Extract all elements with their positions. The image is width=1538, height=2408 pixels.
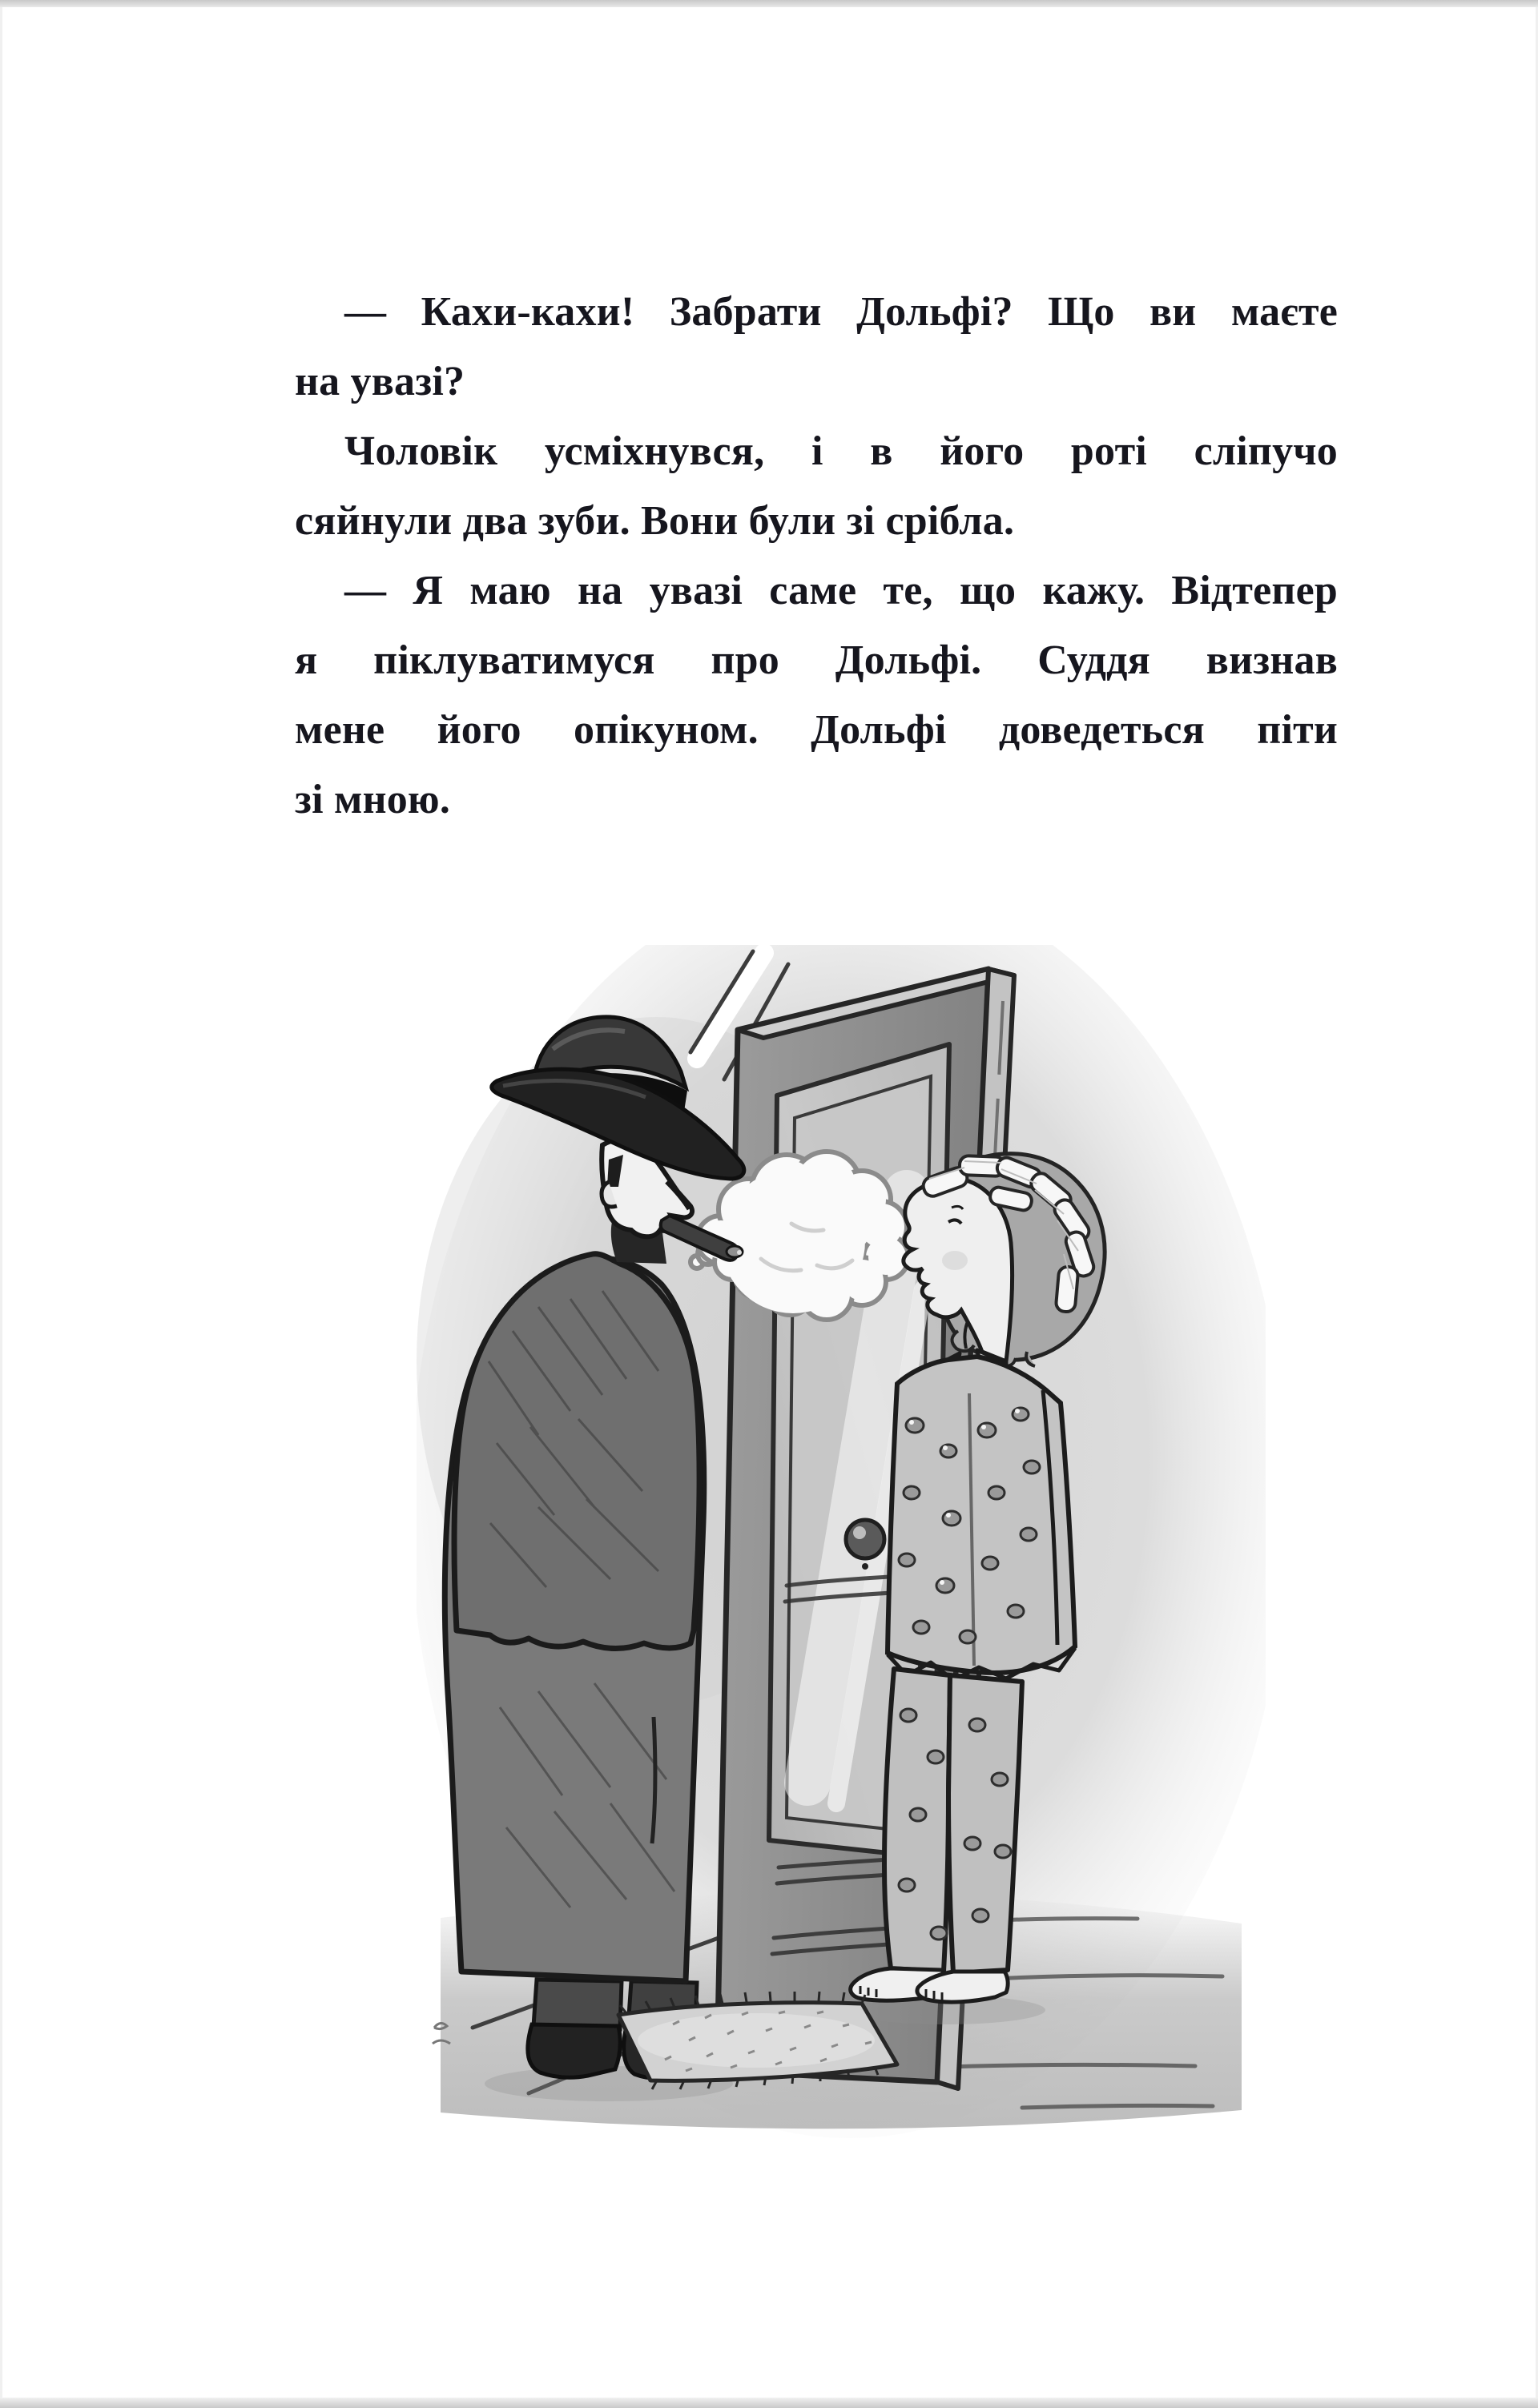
page-edge-bottom [0,2398,1538,2408]
woman-blush [942,1251,968,1270]
story-text [295,277,1338,834]
illustration-svg [417,945,1266,2146]
text-line: мене його опікуном. Дольфі доведеться піти [295,707,1338,753]
text-line: Чоловік усміхнувся, і в його роті сліпучо [344,428,1338,474]
text-line: я піклуватимуся про Дольфі. Суддя визнав [295,637,1338,683]
text-line: сяйнули два зуби. Вони були зі срібла. [295,498,1015,544]
illustration [417,945,1266,2146]
text-line: зі мною. [295,777,451,822]
text-line: — Я маю на увазі саме те, що кажу. Відтепер [344,568,1338,613]
text-line: на увазі? [295,359,465,404]
page-edge-top [0,0,1538,7]
page-edge-left [0,7,2,2398]
woman-feet [851,1968,1009,2002]
text-line: — Кахи-кахи! Забрати Дольфі? Що ви маєте [344,289,1338,335]
